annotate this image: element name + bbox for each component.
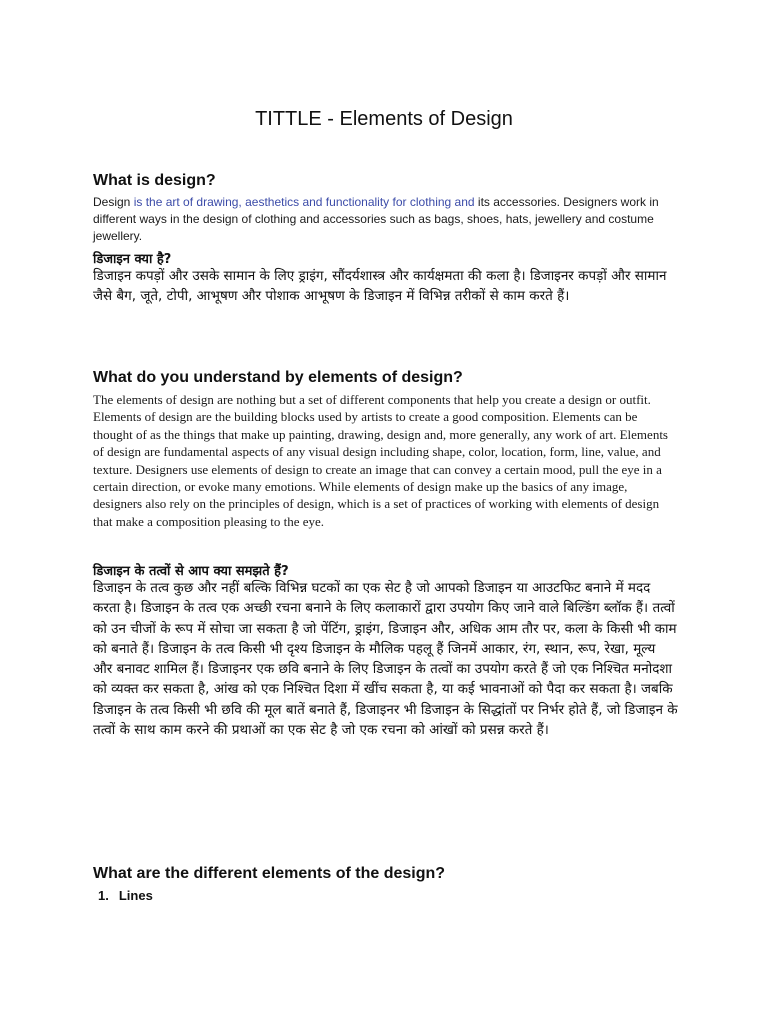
document-title: TITTLE - Elements of Design (255, 108, 513, 130)
design-definition-accent: is the art of drawing, aesthetics and functionality for clothing and (133, 195, 475, 209)
list-item-number: 1. (98, 888, 109, 903)
hindi-design-paragraph: डिजाइन कपड़ों और उसके सामान के लिए ड्राइंग, सौंदर्यशास्त्र और कार्यक्षमता की कला है। डिजाइनर कपड़ों और सामान जैसे बैग, जूते, टोपी, आभूषण और पोशाक आभूषण के डिजाइन में विभिन्न तरीकों से काम करते हैं। (93, 268, 667, 305)
heading-what-is-design: What is design? (93, 172, 216, 189)
design-definition-paragraph (93, 194, 683, 245)
design-lead-word: Design (93, 195, 131, 209)
hindi-heading-what-is-design: डिजाइन क्या है? (93, 252, 172, 267)
elements-of-design-paragraph: The elements of design are nothing but a set of different components that help you create a design or outfit. Elements of design are the building blocks used by artists to create a good composition. Elements can be thought of as the things that make up painting, drawing, design and, more generally, any work of art. Elements of design are fundamental aspects of any visual design including shape, color, location, form, line, value, and texture. Designers use elements of design to create an image that can convey a certain mood, pull the eye in a certain direction, or evoke many emotions. While elements of design make up the basics of any image, designers also rely on the principles of design, which is a set of practices of working with elements of design that make a composition pleasing to the eye. (93, 392, 668, 529)
hindi-elements-paragraph: डिजाइन के तत्व कुछ और नहीं बल्कि विभिन्न घटकों का एक सेट है जो आपको डिजाइन या आउटफिट बनाने में मदद करता है। डिजाइन के तत्व एक अच्छी रचना बनाने के लिए कलाकारों द्वारा उपयोग किए जाने वाले बिल्डिंग ब्लॉक हैं। तत्वों को उन चीजों के रूप में सोचा जा सकता है जो पेंटिंग, ड्राइंग, डिजाइन और, अधिक आम तौर पर, कला के किसी भी काम को बनाते हैं। डिजाइन के तत्व किसी भी दृश्य डिजाइन के मौलिक पहलू हैं जिनमें आकार, रंग, स्थान, रूप, रेखा, मूल्य और बनावट शामिल हैं। डिजाइनर एक छवि बनाने के लिए डिजाइन के तत्वों का उपयोग करते हैं जो एक निश्चित मनोदशा को व्यक्त कर सकता है, आंख को एक निश्चित दिशा में खींच सकता है, या कई भावनाओं को पैदा कर सकता है। जबकि डिजाइन के तत्व किसी भी छवि की मूल बातें बनाते हैं, डिजाइनर भी डिजाइन के सिद्धांतों पर निर्भर होते हैं, जो डिजाइन के तत्वों के साथ काम करने की प्रथाओं का एक सेट है जो एक रचना को आंखों को प्रसन्न करते हैं। (93, 580, 678, 739)
design-definition-rest: Designers work in different ways in the design of clothing and accessories such as bags, shoes, hats, jewellery and costume jewellery. (93, 195, 659, 243)
list-item (98, 888, 153, 903)
heading-elements-of-design: What do you understand by elements of design? (93, 369, 463, 386)
heading-different-elements: What are the different elements of the design? (93, 865, 446, 882)
hindi-heading-elements: डिजाइन के तत्वों से आप क्या समझते हैं? (93, 564, 289, 579)
list-item-label: Lines (118, 888, 153, 903)
elements-list (98, 888, 153, 903)
design-definition-line-end: its accessories. (477, 195, 560, 209)
